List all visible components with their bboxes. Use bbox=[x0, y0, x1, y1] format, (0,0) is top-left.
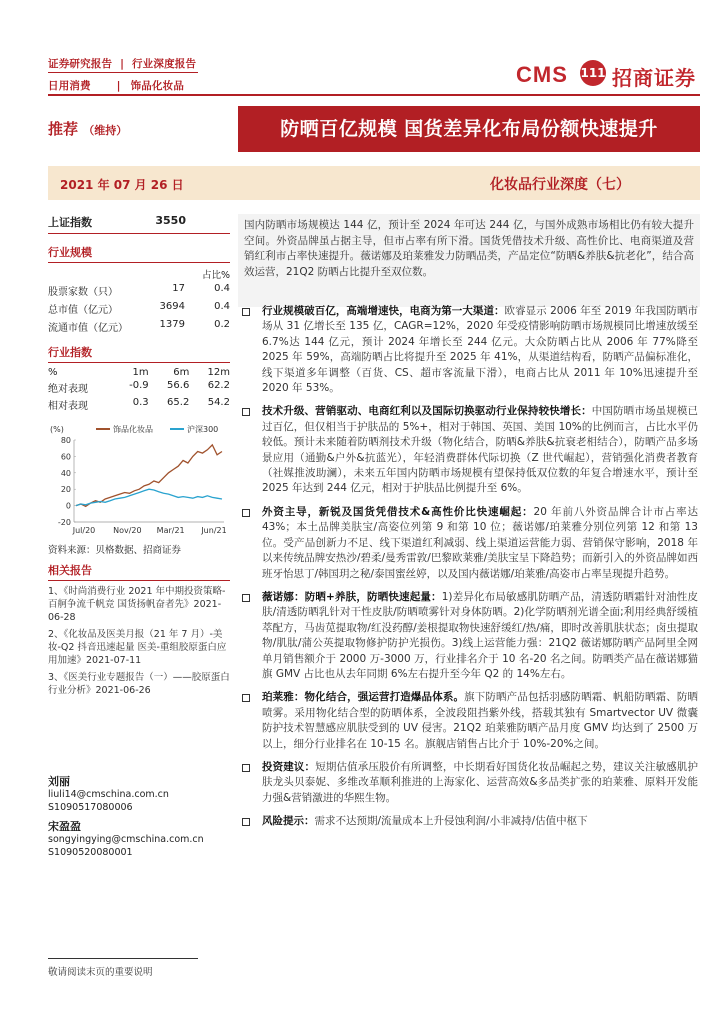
report-subtitle: 化妆品行业深度（七） bbox=[490, 177, 630, 193]
scale-row-value: 3694 bbox=[159, 301, 185, 312]
perf-row-value: 62.2 bbox=[207, 380, 230, 391]
footer-rule bbox=[48, 958, 198, 959]
perf-row-value: 54.2 bbox=[207, 397, 230, 408]
bullet-item bbox=[262, 814, 698, 829]
related-report-item[interactable]: 2、《化妆品及医美月报（21 年 7 月）-美妆-Q2 抖音迅速起量 医美-重组胶原蛋白应用加速》2021-07-11 bbox=[48, 629, 227, 666]
scale-row-label: 总市值（亿元） bbox=[48, 305, 118, 316]
x-tick-label: Jul/20 bbox=[72, 526, 96, 535]
chart-source: 资料来源：贝格数据、招商证券 bbox=[48, 545, 182, 556]
x-tick-label: Mar/21 bbox=[156, 526, 185, 535]
bullet-item bbox=[262, 590, 698, 682]
industry-label: 日用消费 bbox=[48, 80, 91, 92]
bullet-square-icon bbox=[242, 308, 250, 316]
scale-table bbox=[48, 283, 230, 334]
perf-row-value: 56.6 bbox=[167, 380, 190, 391]
bullet-lead: 外资主导，新锐及国货凭借技术&高性价比快速崛起： bbox=[262, 505, 534, 518]
report-type-row: 证券研究报告 | 行业深度报告 bbox=[48, 58, 197, 70]
perf-table bbox=[48, 367, 230, 412]
y-tick-label: 20 bbox=[60, 485, 71, 495]
bullet-text: 旗下防晒产品包括羽感防晒霜、帆船防晒霜、防晒喷雾。采用物化结合型的防晒体系，全波段阻挡紫外线，搭载其独有 Smartvector UV 微囊防护技术智慧感应肌肤受到的 UV 侵害。21Q2 珀莱雅防晒产品月度 GMV 均达到了 2500 万以上，细分行业排名在 10-15 名。旗舰店销售占比介于 10%-20%之间。 bbox=[262, 691, 699, 750]
rating-label: 推荐 bbox=[48, 120, 79, 138]
analyst-email[interactable]: songyingying@cmschina.com.cn bbox=[48, 834, 204, 845]
perf-row-label: 相对表现 bbox=[48, 401, 88, 412]
related-report-item[interactable]: 3、《医美行业专题报告（一）——胶原蛋白行业分析》2021-06-26 bbox=[48, 672, 230, 696]
rating bbox=[48, 118, 127, 139]
bullet-text: 1)差异化布局敏感肌防晒产品，清透防晒霜针对油性皮肤/清透防晒乳针对干性皮肤/防晒喷雾针对身体防晒。2)化学防晒剂光谱全面;利用经典舒缓植萃配方，马齿苋提取物/红没药醇/姜根提取物快速舒缓红/热/痛，即时改善肌肤状态；卤虫提取物/肌肽/蒲公英提取物修护防护光损伤。3)线上运营能力强：21Q2 薇诺娜防晒产品阿里全网单月销售额介于 2000 万-3000 万，行业排名介于 10 名-20 名之间。防晒类产品在薇诺娜猫旗 GMV 占比也从去年同期 6%左右提升至今年 Q2 的 14%左右。 bbox=[262, 590, 698, 680]
bullet-lead: 薇诺娜：防晒+养肤，防晒快速起量： bbox=[262, 590, 442, 603]
scale-row-value: 17 bbox=[172, 283, 185, 294]
analyst-email[interactable]: liuli14@cmschina.com.cn bbox=[48, 789, 169, 800]
perf-row-value: -0.9 bbox=[129, 380, 149, 391]
index-row bbox=[48, 214, 230, 234]
y-tick-label: 80 bbox=[60, 436, 71, 445]
bullet-text: 欧睿显示 2006 年至 2019 年我国防晒市场从 31 亿增长至 135 亿，CAGR=12%，2020 年受疫情影响防晒市场规模同比增速放缓至 6.7%达 144 亿元，预计 2024 年增长至 244 亿元。大众防晒占比从 2006 年 77%降至 2025 年 59%，高端防晒占比将提升至 2025 年 41%，从渠道结构看，防晒产品偏标准化，线下渠道多年调整（百货、CS、超市客流量下滑），电商占比从 2011 年 10%迅速提升至 2020 年 53%。 bbox=[262, 305, 698, 395]
perf-row bbox=[48, 380, 230, 395]
bullet-item bbox=[262, 304, 698, 396]
report-category-label: 行业深度报告 bbox=[131, 58, 197, 70]
rating-note: （维持） bbox=[83, 124, 128, 137]
legend-label: 饰品化妆品 bbox=[113, 425, 153, 434]
y-tick-label: -20 bbox=[57, 518, 71, 527]
index-label: 上证指数 bbox=[48, 216, 92, 229]
bullet-square-icon bbox=[242, 764, 250, 772]
sidebar bbox=[48, 214, 230, 865]
perf-head bbox=[48, 367, 230, 378]
bullet-lead: 珀莱雅：物化结合，强运营打造爆品体系。 bbox=[262, 691, 465, 704]
series-line bbox=[76, 489, 222, 505]
bullet-text: 20 年前八外资品牌合计市占率达 43%；本土品牌美肤宝/高姿位列第 9 和第 10 位；薇诺娜/珀莱雅分别位列第 12 和第 13 位。受产品创新力不足、线下渠道红利减弱、线上渠道运营能力弱、营销保守影响，2018 年以来传统品牌安热沙/碧柔/曼秀雷敦/巴黎欧莱雅/美肤宝呈下降趋势；而新引入的外资品牌如西班牙怡思丁/韩国玥之秘/泰国蜜丝婷，以及国内薇诺娜/珀莱雅/高姿市占率呈现提升趋势。 bbox=[262, 505, 699, 580]
bullet-item bbox=[262, 760, 698, 806]
x-tick-label: Jun/21 bbox=[201, 526, 227, 535]
bullet-list bbox=[262, 304, 698, 838]
y-tick-label: 40 bbox=[60, 468, 71, 478]
header-rule bbox=[48, 94, 700, 96]
logo-badge-icon: 111 bbox=[580, 60, 606, 86]
bullet-lead: 行业规模破百亿，高端增速快，电商为第一大渠道： bbox=[262, 305, 505, 317]
scale-unit: 占比% bbox=[201, 270, 230, 281]
index-value: 3550 bbox=[155, 214, 186, 227]
perf-row-value: 0.3 bbox=[132, 397, 149, 408]
header-divider bbox=[48, 72, 198, 73]
report-type-label: 证券研究报告 bbox=[48, 58, 113, 70]
related-report-item[interactable]: 1、《时尚消费行业 2021 年中期投资策略-百舸争流千帆竞 国货扬帆奋者先》2021-06-28 bbox=[48, 586, 226, 623]
bullet-text: 需求不达预期/流量成本上升侵蚀利润/小非减持/估值中枢下 bbox=[314, 815, 588, 828]
bullet-item bbox=[262, 505, 698, 582]
perf-row bbox=[48, 397, 230, 412]
scale-row-value: 1379 bbox=[159, 319, 185, 330]
bullet-item bbox=[262, 404, 698, 496]
scale-row bbox=[48, 301, 230, 316]
analyst bbox=[48, 775, 230, 814]
logo-en: CMS bbox=[516, 62, 568, 87]
analyst bbox=[48, 820, 230, 859]
analyst-name: 宋盈盈 bbox=[48, 820, 81, 833]
logo-cn: 招商证券 bbox=[612, 66, 696, 90]
scale-row bbox=[48, 319, 230, 334]
perf-head-cell: 12m bbox=[207, 367, 230, 378]
analysts bbox=[48, 775, 230, 859]
legend-label: 沪深300 bbox=[187, 425, 219, 434]
x-tick-label: Nov/20 bbox=[113, 526, 142, 535]
company-logo bbox=[516, 58, 706, 92]
bullet-lead: 风险提示： bbox=[262, 815, 315, 828]
bullet-text: 短期估值承压股价有所调整，中长期看好国货化妆品崛起之势，建议关注敏感肌护肤龙头贝泰妮、多维改革顺利推进的上海家化、运营高效&多品类扩张的珀莱雅、原料开发能力强&营销激进的华熙生物。 bbox=[262, 760, 698, 804]
scale-row-share: 0.2 bbox=[214, 319, 230, 330]
perf-title: 行业指数 bbox=[48, 344, 230, 363]
related-reports bbox=[48, 585, 230, 697]
bullet-square-icon bbox=[242, 818, 250, 826]
perf-row-label: 绝对表现 bbox=[48, 384, 88, 395]
bullet-square-icon bbox=[242, 694, 250, 702]
scale-row-label: 股票家数（只） bbox=[48, 287, 118, 298]
y-tick-label: 0 bbox=[65, 501, 71, 511]
bullet-lead: 投资建议： bbox=[262, 760, 316, 773]
sub-industry-label: 饰品化妆品 bbox=[130, 80, 185, 92]
bullet-square-icon bbox=[242, 594, 250, 602]
analyst-cert: S1090520080001 bbox=[48, 847, 133, 858]
perf-head-cell: % bbox=[48, 367, 58, 378]
report-date: 2021 年 07 月 26 日 bbox=[60, 178, 184, 192]
date-bar bbox=[48, 166, 700, 200]
index-chart bbox=[48, 418, 230, 538]
summary-box: 国内防晒市场规模达 144 亿，预计至 2024 年可达 244 亿，与国外成熟市场相比仍有较大提升空间。外资品牌虽占据主导，但市占率有所下滑。国货凭借技术升级、高性价比、电商渠道及营销红利市占率快速提升。薇诺娜及珀莱雅发力防晒品类，产品定位“防晒&养肤&抗老化”，结合高效运营，21Q2 防晒占比提升至双位数。 bbox=[238, 214, 700, 307]
chart-ylabel: (%) bbox=[50, 425, 64, 434]
scale-row bbox=[48, 283, 230, 298]
analyst-name: 刘丽 bbox=[48, 775, 70, 788]
report-title: 防晒百亿规模 国货差异化布局份额快速提升 bbox=[238, 106, 700, 152]
bullet-square-icon bbox=[242, 408, 250, 416]
footer-note: 敬请阅读末页的重要说明 bbox=[48, 967, 153, 978]
perf-row-value: 65.2 bbox=[167, 397, 190, 408]
scale-row-share: 0.4 bbox=[214, 283, 230, 294]
bullet-item bbox=[262, 690, 698, 752]
industry-row: 日用消费 | 饰品化妆品 bbox=[48, 80, 185, 92]
scale-row-share: 0.4 bbox=[214, 301, 230, 312]
perf-head-cell: 1m bbox=[132, 367, 149, 378]
scale-title: 行业规模 bbox=[48, 244, 230, 263]
related-title: 相关报告 bbox=[48, 562, 230, 581]
bullet-lead: 技术升级、营销驱动、电商红利以及国际切换驱动行业保持较快增长： bbox=[262, 405, 592, 418]
bullet-text: 中国防晒市场虽规模已过百亿，但仅相当于护肤品的 5%+，相对于韩国、英国、美国 10%的比例而言，占比水平仍较低。预计未来随着防晒剂技术升级（物化结合，防晒&养肤&抗衰老相结合），防晒产品多场景应用（通勤&户外&抗蓝光），年轻消费群体代际切换（Z 世代崛起），营销强化消费者教育（社媒推波助澜），未来五年国内防晒市场规模有望保持低双位数的年复合增速水平，预计至 2025 年达到 244 亿元，相对于护肤品比例提升至 6%。 bbox=[262, 405, 699, 495]
scale-row-label: 流通市值（亿元） bbox=[48, 323, 128, 334]
y-tick-label: 60 bbox=[60, 452, 71, 462]
analyst-cert: S1090517080006 bbox=[48, 802, 133, 813]
perf-head-cell: 6m bbox=[173, 367, 190, 378]
bullet-square-icon bbox=[242, 509, 250, 517]
